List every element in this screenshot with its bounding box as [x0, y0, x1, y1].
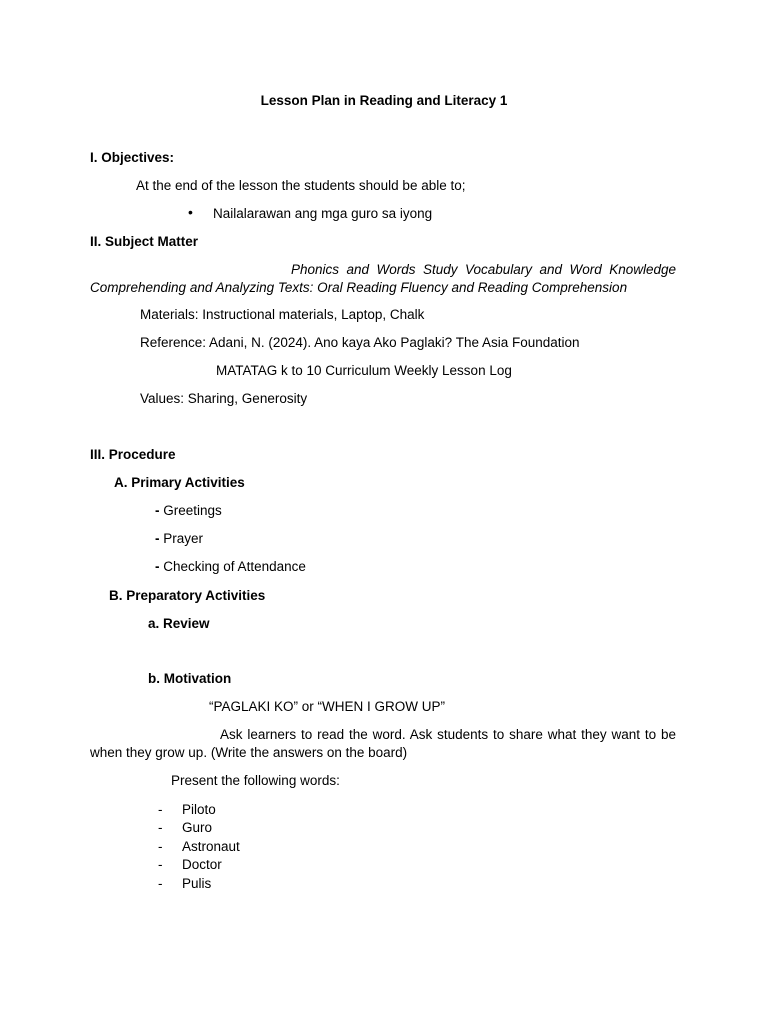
dash-marker: -	[158, 839, 163, 854]
instruction-paragraph	[90, 726, 676, 762]
present-words-line: Present the following words:	[171, 773, 340, 788]
dash-marker: -	[155, 531, 160, 546]
dash-marker: -	[155, 503, 160, 518]
reference-line-2: MATATAG k to 10 Curriculum Weekly Lesson Log	[216, 363, 512, 378]
objectives-intro: At the end of the lesson the students should be able to;	[136, 178, 466, 193]
word-item: Doctor	[182, 857, 222, 872]
dash-marker: -	[155, 559, 160, 574]
word-item: Astronaut	[182, 839, 240, 854]
dash-marker: -	[158, 876, 163, 891]
list-item	[155, 502, 222, 520]
word-item: Pulis	[182, 876, 212, 891]
list-item-text: Checking of Attendance	[163, 559, 306, 574]
list-item-text: Prayer	[163, 531, 204, 546]
review-heading: a. Review	[148, 616, 210, 631]
subject-matter-topic	[90, 261, 676, 297]
reference-line: Reference: Adani, N. (2024). Ano kaya Ako Paglaki? The Asia Foundation	[140, 335, 580, 350]
motivation-heading: b. Motivation	[148, 671, 232, 686]
dash-marker: -	[158, 820, 163, 835]
objective-item: Nailalarawan ang mga guro sa iyong	[213, 206, 433, 221]
materials-line: Materials: Instructional materials, Laptop, Chalk	[140, 307, 425, 322]
word-item: Guro	[182, 820, 213, 835]
list-item	[155, 558, 306, 576]
instruction-text: Ask learners to read the word. Ask students to share what they want to be when they grow up. (Write the answers on the board)	[90, 727, 676, 760]
subject-matter-heading: II. Subject Matter	[90, 234, 199, 249]
objectives-heading: I. Objectives:	[90, 150, 175, 165]
dash-marker: -	[158, 857, 163, 872]
activity-title: “PAGLAKI KO” or “WHEN I GROW UP”	[209, 699, 446, 714]
document-title: Lesson Plan in Reading and Literacy 1	[260, 93, 508, 108]
procedure-heading: III. Procedure	[90, 447, 176, 462]
list-item-text: Greetings	[163, 503, 222, 518]
dash-marker: -	[158, 802, 163, 817]
primary-activities-heading: A. Primary Activities	[114, 475, 245, 490]
preparatory-activities-heading: B. Preparatory Activities	[109, 588, 266, 603]
values-line: Values: Sharing, Generosity	[140, 391, 308, 406]
word-item: Piloto	[182, 802, 216, 817]
bullet-icon: •	[188, 204, 193, 220]
list-item	[155, 530, 203, 548]
subject-matter-topic-text: Phonics and Words Study Vocabulary and Word Knowledge Comprehending and Analyzing Texts: Oral Reading Fluency and Reading Comprehension	[90, 262, 676, 295]
